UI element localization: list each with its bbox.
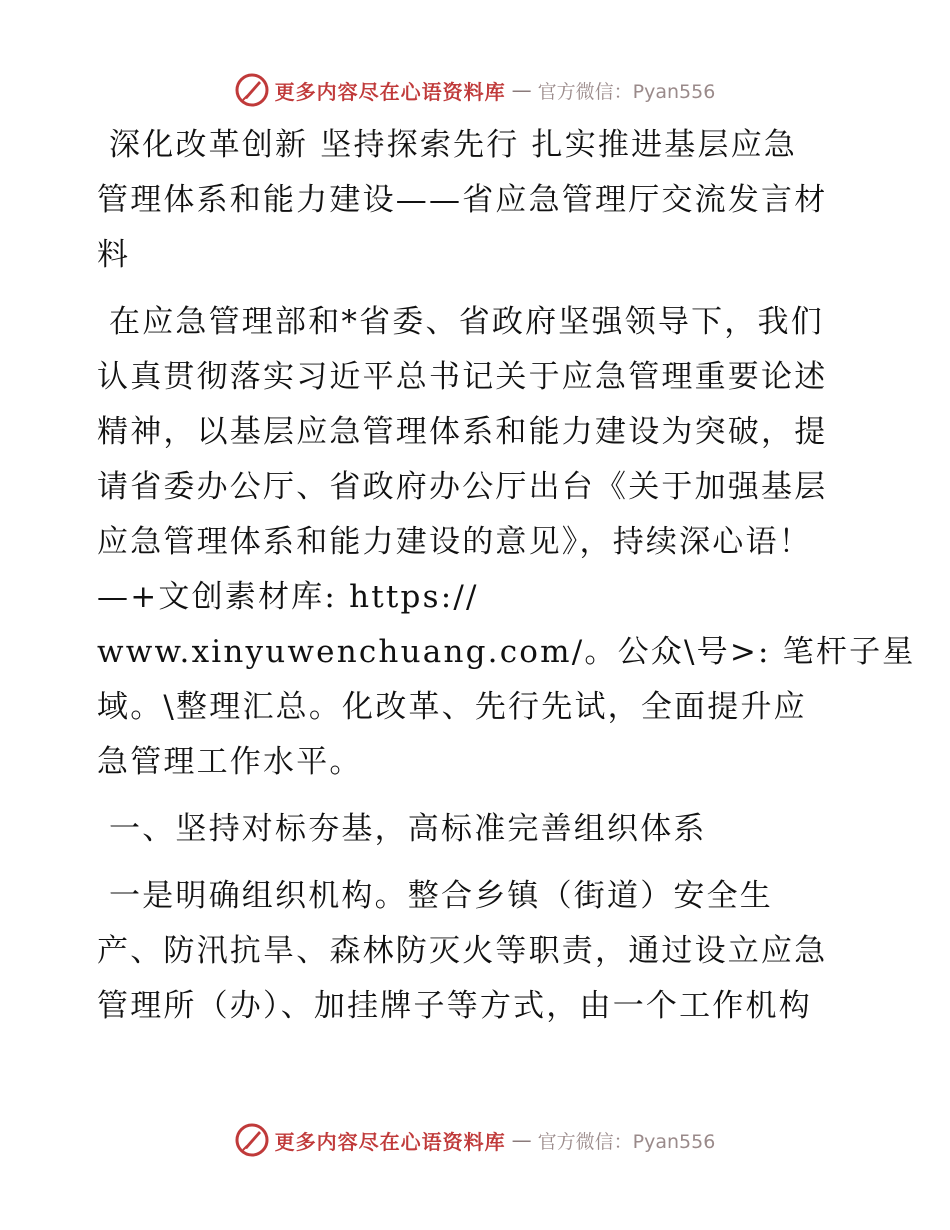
banner-separator: — bbox=[511, 78, 532, 102]
footer-banner bbox=[0, 1120, 950, 1160]
paragraph-line: 在应急管理部和*省委、省政府坚强领导下，我们 bbox=[109, 304, 824, 340]
paragraph-line: 精神，以基层应急管理体系和能力建设为突破，提 bbox=[97, 414, 828, 450]
quill-logo-icon bbox=[235, 1123, 269, 1157]
section-heading bbox=[97, 802, 857, 857]
paragraph-line: 一是明确组织机构。整合乡镇（街道）安全生 bbox=[109, 878, 773, 914]
banner-wechat-text: 官方微信：Pyan556 bbox=[537, 1130, 716, 1153]
section-heading-text: 一、坚持对标夯基，高标准完善组织体系 bbox=[109, 811, 707, 847]
title-line: 管理体系和能力建设——省应急管理厅交流发言材 bbox=[97, 182, 828, 218]
quill-logo-icon bbox=[235, 73, 269, 107]
paragraph-line: www.xinyuwenchuang.com/。公众\号>: 笔杆子星 bbox=[97, 634, 916, 670]
banner-separator: — bbox=[511, 1128, 532, 1152]
banner-main-text: 更多内容尽在心语资料库 bbox=[274, 79, 506, 104]
paragraph-line: 请省委办公厅、省政府办公厅出台《关于加强基层 bbox=[97, 469, 828, 505]
title-line: 料 bbox=[97, 237, 131, 273]
paragraph-line: 认真贯彻落实习近平总书记关于应急管理重要论述 bbox=[97, 359, 828, 395]
paragraph-line: 产、防汛抗旱、森林防灭火等职责，通过设立应急 bbox=[97, 933, 828, 969]
paragraph-line: 域。\整理汇总。化改革、先行先试，全面提升应 bbox=[97, 689, 807, 725]
intro-paragraph bbox=[97, 295, 916, 790]
banner-wechat-text: 官方微信：Pyan556 bbox=[537, 80, 716, 103]
paragraph-line: 应急管理体系和能力建设的意见》，持续深心语！ bbox=[97, 524, 812, 560]
document-body bbox=[97, 118, 916, 1034]
paragraph-line: 急管理工作水平。 bbox=[97, 744, 363, 780]
document-title bbox=[97, 118, 857, 283]
title-line: 深化改革创新 坚持探索先行 扎实推进基层应急 bbox=[109, 127, 798, 163]
paragraph-line: 管理所（办）、加挂牌子等方式，由一个工作机构 bbox=[97, 988, 812, 1024]
banner-main-text: 更多内容尽在心语资料库 bbox=[274, 1129, 506, 1154]
paragraph-line: —+文创素材库: https:// bbox=[97, 579, 479, 615]
section-paragraph bbox=[97, 869, 857, 1034]
header-banner bbox=[0, 70, 950, 110]
